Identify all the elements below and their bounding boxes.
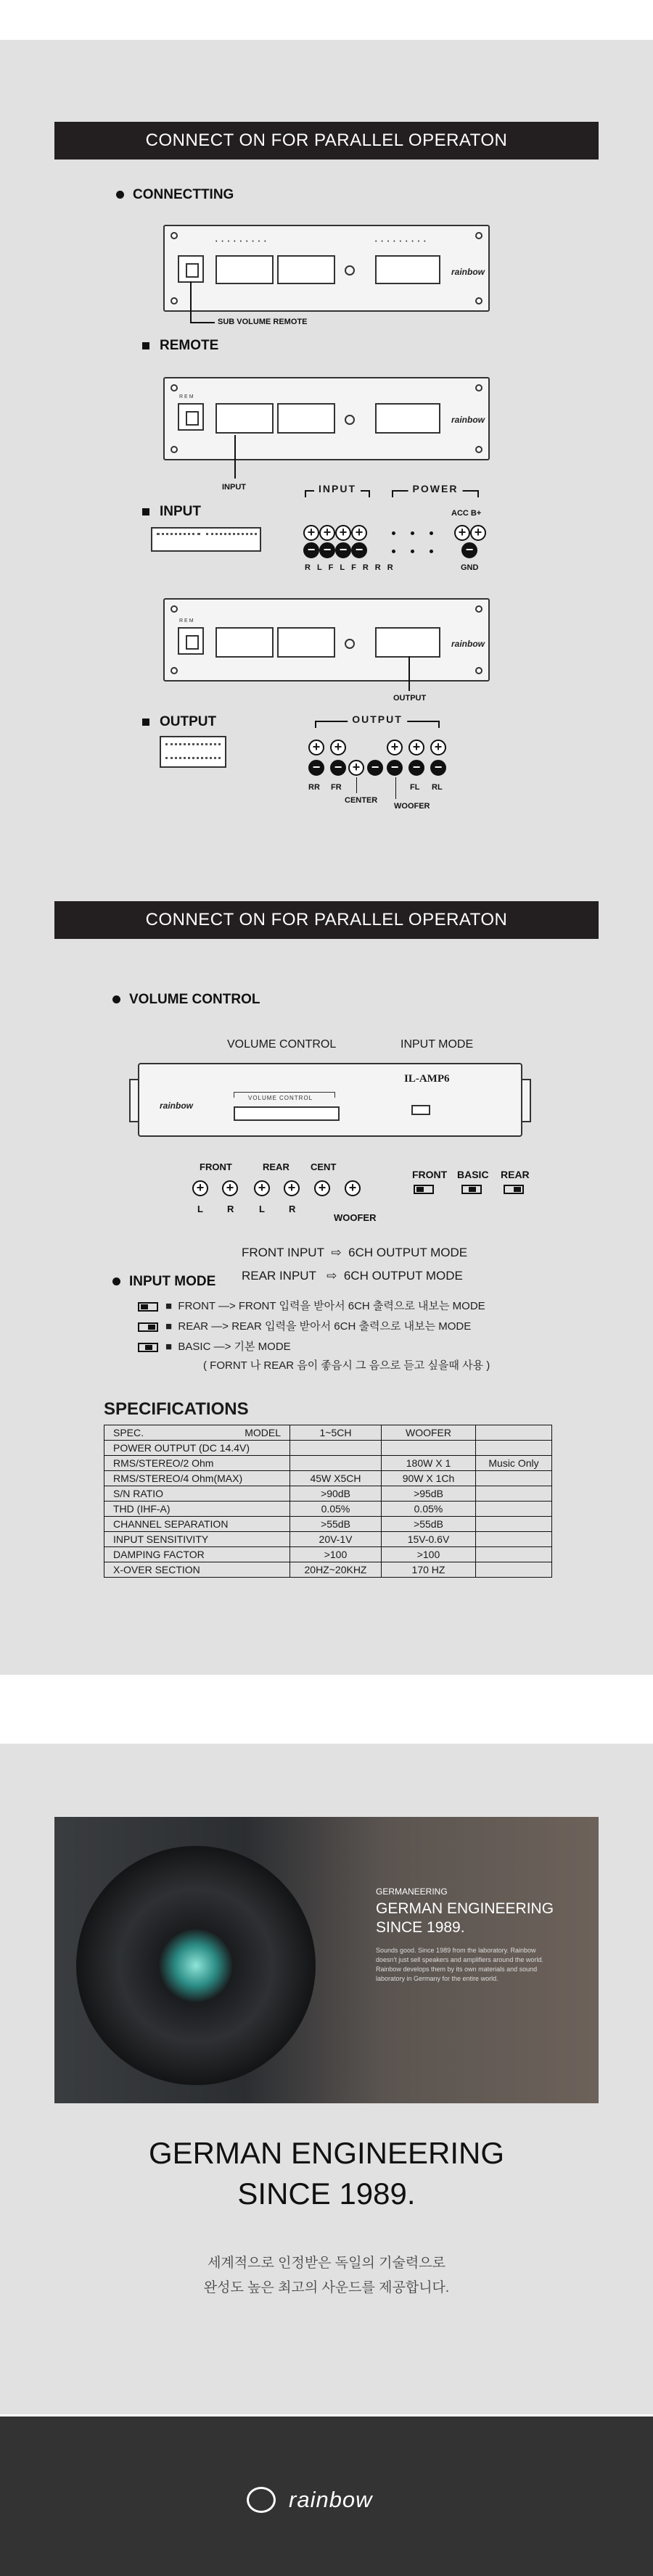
table-row: INPUT SENSITIVITY 20V-1V 15V-0.6V xyxy=(104,1532,552,1547)
input-mode-heading: INPUT MODE xyxy=(112,1274,215,1290)
table-row: THD (IHF-A) 0.05% 0.05% xyxy=(104,1502,552,1517)
output-heading: OUTPUT xyxy=(142,714,216,730)
section-banner: CONNECT ON FOR PARALLEL OPERATON xyxy=(54,122,599,160)
section-banner-2: CONNECT ON FOR PARALLEL OPERATON xyxy=(54,901,599,939)
input-mode-caption: INPUT MODE xyxy=(401,1038,474,1051)
output-group-bracket: OUTPUT xyxy=(315,721,440,728)
specifications-title: SPECIFICATIONS xyxy=(104,1399,249,1419)
input-label: INPUT xyxy=(222,483,246,492)
connecting-heading: CONNECTTING xyxy=(116,187,234,203)
basic-mode-note: ( FORNT 나 REAR 음이 좋음시 그 음으로 듣고 싶을때 사용 ) xyxy=(203,1359,490,1372)
input-channel-labels: RLFLFRRR xyxy=(305,563,400,572)
gnd-label: GND xyxy=(461,563,479,572)
table-row: CHANNEL SEPARATION >55dB >55dB xyxy=(104,1517,552,1532)
table-row: SPEC. MODEL 1~5CH WOOFER xyxy=(104,1425,552,1441)
promo-korean-text: 세계적으로 인정받은 독일의 기술력으로 완성도 높은 최고의 사운드를 제공합니다. xyxy=(203,2256,450,2295)
amplifier-top-view: rainbow VOLUME CONTROL IL-AMP6 xyxy=(138,1063,522,1137)
model-name: IL-AMP6 xyxy=(404,1073,450,1085)
table-row: S/N RATIO >90dB >95dB xyxy=(104,1486,552,1502)
mode-front-label: FRONT xyxy=(412,1169,448,1180)
speaker-photo xyxy=(54,1817,599,2103)
rem-port xyxy=(178,255,204,283)
center-label: CENTER xyxy=(345,796,378,805)
front-input-mode-line: FRONT INPUT ⇨ 6CH OUTPUT MODE xyxy=(242,1246,468,1259)
page: CONNECT ON FOR PARALLEL OPERATON CONNECTTING • • • • • • • • • • • • • • • • • • rainbow SUB VOLUME REMOTE REMOTE REM rainbow INPUT INPUT INPUT POWER ACC B+ + + + + − − − − RLFLFRRR + + − GND REM rainbow OUTPUT OUTPUT OUTPUT + + − − + − + + + − − − RR FR FL RL CENTER WOOFER CONNECT ON FOR PARALLEL OPERATON VOLUME CONTROL VOLUME CONTROL INPUT MODE rainbow VOLUME CONTROL IL-AMP6 FRONT REAR CENT + + + + + + L R L R WOOFER FRONT BASIC REAR FRONT INPUT ⇨ 6CH OUTPUT MODE REAR INPUT ⇨ 6CH OUTPUT MODE INPUT MODE ■ FRONT —> FRONT 입력을 받아서 6CH 출력으로 내보는 MODE ■ REAR —> REAR 입력을 받아서 6CH 출력으로 내보는 MODE ■ BASIC —> 기본 MODE ( FORNT 나 REAR 음이 좋음시 그 음으로 듣고 싶을때 사용 ) SPECIFICATIONS SPEC. MODEL 1~5CH WOOFER POWER OUTPUT (DC 14.4V) RMS/STEREO/2 Ohm 180W X 1 Music Only RMS/STEREO/4 Ohm(MAX) 45W X5CH 90W X 1Ch S/N RATIO >90dB >95dB THD (IHF-A) 0.05% 0.05% CHANNEL SEPARATION >55dB >55dB INPUT SENSITIVITY 20V-1V 15V-0.6V DAMPING FACTOR >100 >100 X-OVER SECTION 20HZ~20KHZ 170 HZ GERMANEERING GERMAN ENGINEERING SINCE 1989. Sounds good. Since 1989 from the laboratory. Rainbow doesn't just sell speakers and amplifiers around the world. Rainbow develops them by its own materials and sound laboratory in Germany for the entire world. GERMAN ENGINEERING SINCE 1989. 세계적으로 인정받은 독일의 기술력으로 완성도 높은 최고의 사운드를 제공합니다. rainbow xyxy=(0,0,653,2576)
photo-kicker: GERMANEERING xyxy=(376,1887,448,1897)
input-group-bracket: INPUT xyxy=(305,490,370,497)
rear-input-mode-line: REAR INPUT ⇨ 6CH OUTPUT MODE xyxy=(242,1269,463,1283)
input-connector xyxy=(151,527,261,552)
table-row: DAMPING FACTOR >100 >100 xyxy=(104,1547,552,1562)
amplifier-diagram: REM rainbow xyxy=(163,377,490,460)
amplifier-diagram: • • • • • • • • • • • • • • • • • • rainbow xyxy=(163,225,490,312)
photo-headline: GERMAN ENGINEERING SINCE 1989. xyxy=(376,1900,554,1936)
front-label: FRONT xyxy=(200,1161,232,1172)
table-row: RMS/STEREO/4 Ohm(MAX) 45W X5CH 90W X 1Ch xyxy=(104,1471,552,1486)
remote-heading: REMOTE xyxy=(142,338,218,354)
brand-logo: rainbow xyxy=(451,639,485,649)
volume-control-caption: VOLUME CONTROL xyxy=(227,1038,337,1051)
amplifier-diagram: REM rainbow xyxy=(163,598,490,682)
acc-b-label: ACC B+ xyxy=(451,509,482,518)
mode-front-row: ■ FRONT —> FRONT 입력을 받아서 6CH 출력으로 내보는 MODE xyxy=(138,1298,485,1313)
table-row: X-OVER SECTION 20HZ~20KHZ 170 HZ xyxy=(104,1562,552,1578)
rem-port xyxy=(178,627,204,655)
brand-logo: rainbow xyxy=(160,1101,194,1111)
woofer-label: WOOFER xyxy=(394,802,430,811)
specifications-table xyxy=(104,1425,552,1578)
mode-rear-label: REAR xyxy=(501,1169,530,1180)
table-row: RMS/STEREO/2 Ohm 180W X 1 Music Only xyxy=(104,1456,552,1471)
table-row: POWER OUTPUT (DC 14.4V) xyxy=(104,1441,552,1456)
power-group-bracket: POWER xyxy=(392,490,479,497)
input-heading: INPUT xyxy=(142,504,201,520)
photo-description: Sounds good. Since 1989 from the laboratory. Rainbow doesn't just sell speakers and amplifiers around the world. Rainbow develops them by its own materials and sound laboratory in Germany for the entire world. xyxy=(376,1947,543,1982)
speaker-image xyxy=(76,1846,316,2085)
brand-logo: rainbow xyxy=(451,267,485,277)
cent-label: CENT xyxy=(311,1161,337,1172)
volume-control-heading: VOLUME CONTROL xyxy=(112,992,260,1008)
mode-basic-label: BASIC xyxy=(457,1169,489,1180)
rear-label: REAR xyxy=(263,1161,289,1172)
rem-port xyxy=(178,403,204,431)
sub-volume-remote-label: SUB VOLUME REMOTE xyxy=(218,318,308,326)
woofer-label: WOOFER xyxy=(334,1212,377,1223)
mode-rear-row: ■ REAR —> REAR 입력을 받아서 6CH 출력으로 내보는 MODE xyxy=(138,1318,471,1333)
output-label: OUTPUT xyxy=(393,694,427,703)
output-connector xyxy=(160,736,226,768)
brand-logo: rainbow xyxy=(451,415,485,425)
mode-basic-row: ■ BASIC —> 기본 MODE xyxy=(138,1338,291,1354)
footer-logo: rainbow xyxy=(247,2485,406,2514)
promo-title: GERMAN ENGINEERING SINCE 1989. xyxy=(148,2136,505,2211)
rainbow-logo-icon xyxy=(247,2487,276,2513)
